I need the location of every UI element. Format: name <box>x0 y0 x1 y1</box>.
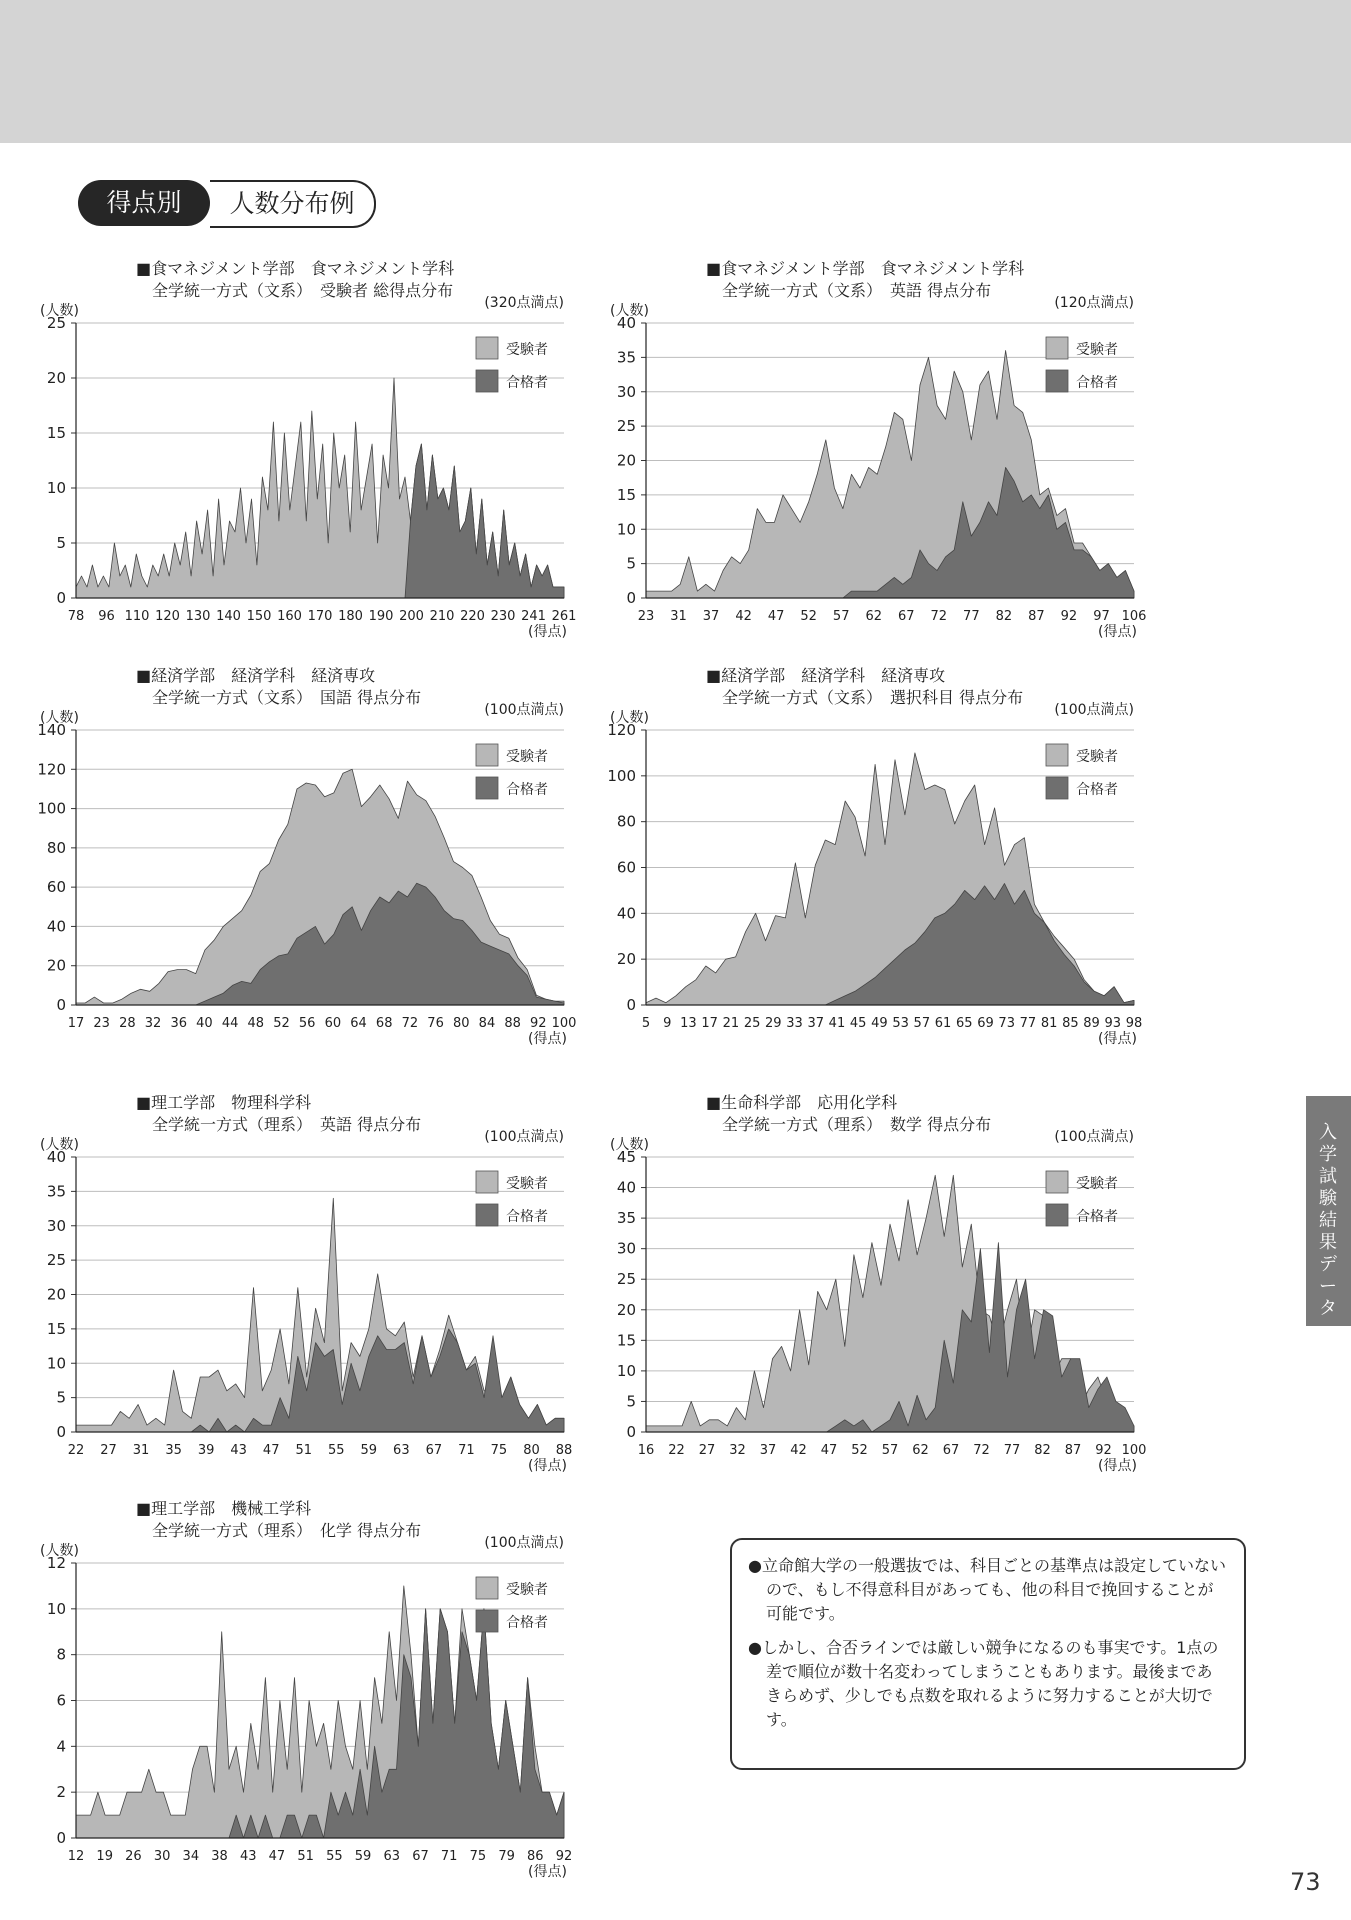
chart-title-line2: 全学統一方式（理系） 化学 得点分布 <box>152 1521 422 1540</box>
chart-svg <box>610 258 1210 668</box>
x-tick-label: 200 <box>399 609 424 624</box>
x-tick-label: 37 <box>759 1443 777 1458</box>
x-tick-label: 19 <box>96 1849 113 1864</box>
x-tick-label: 120 <box>155 609 180 624</box>
y-tick-label: 20 <box>616 950 636 969</box>
y-axis-label: (人数) <box>40 303 79 319</box>
x-tick-label: 41 <box>828 1016 846 1031</box>
chart-title-line2: 全学統一方式（文系） 受験者 総得点分布 <box>152 281 454 300</box>
y-tick-label: 100 <box>607 766 636 785</box>
x-tick-label: 72 <box>973 1443 990 1458</box>
y-tick-label: 45 <box>616 1148 636 1166</box>
full-marks-label: (120点満点) <box>1054 295 1134 311</box>
legend-label-applicants: 受験者 <box>506 749 548 765</box>
chart-title-line2: 全学統一方式（文系） 選択科目 得点分布 <box>722 688 1024 707</box>
top-header-band <box>0 0 1351 143</box>
x-tick-label: 67 <box>942 1443 960 1458</box>
x-tick-label: 57 <box>881 1443 899 1458</box>
x-tick-label: 140 <box>216 609 241 624</box>
side-tab-label: 入学試験結果データ <box>1319 1122 1338 1319</box>
x-tick-label: 16 <box>637 1443 655 1458</box>
x-tick-label: 39 <box>197 1443 215 1458</box>
y-tick-label: 20 <box>616 1300 636 1319</box>
x-tick-label: 84 <box>478 1016 496 1031</box>
y-tick-label: 40 <box>46 1148 66 1166</box>
legend-label-applicants: 受験者 <box>1076 1176 1118 1192</box>
chart-4 <box>510 665 1210 1075</box>
x-tick-label: 69 <box>977 1016 994 1031</box>
y-tick-label: 15 <box>46 1319 66 1338</box>
side-tab <box>1306 1096 1351 1326</box>
x-tick-label: 160 <box>277 609 302 624</box>
x-tick-label: 97 <box>1093 609 1110 624</box>
legend-swatch-passers <box>1046 1204 1068 1226</box>
x-tick-label: 100 <box>1121 1443 1147 1458</box>
x-tick-label: 210 <box>429 609 455 624</box>
legend-swatch-applicants <box>1046 744 1068 766</box>
x-tick-label: 31 <box>132 1443 150 1458</box>
y-tick-label: 40 <box>616 904 636 923</box>
x-tick-label: 75 <box>490 1443 508 1458</box>
x-tick-label: 57 <box>832 609 850 624</box>
x-tick-label: 63 <box>393 1443 410 1458</box>
y-tick-label: 10 <box>616 520 636 539</box>
x-tick-label: 82 <box>995 609 1013 624</box>
x-tick-label: 82 <box>1034 1443 1051 1458</box>
x-tick-label: 92 <box>1095 1443 1112 1458</box>
chart-2 <box>510 258 1210 668</box>
y-tick-label: 25 <box>46 1251 66 1270</box>
x-axis-label: (得点) <box>528 1458 567 1474</box>
y-tick-label: 80 <box>46 838 66 857</box>
legend-label-passers: 合格者 <box>506 782 548 798</box>
x-tick-label: 64 <box>350 1016 367 1031</box>
full-marks-label: (100点満点) <box>1054 1129 1134 1145</box>
y-axis-label: (人数) <box>610 1137 649 1153</box>
x-tick-label: 93 <box>1104 1016 1122 1031</box>
x-tick-label: 85 <box>1062 1016 1079 1031</box>
y-tick-label: 60 <box>46 878 66 897</box>
x-tick-label: 67 <box>897 609 915 624</box>
x-axis-label: (得点) <box>1098 1031 1137 1047</box>
x-tick-label: 150 <box>246 609 272 624</box>
x-tick-label: 52 <box>800 609 817 624</box>
x-tick-label: 34 <box>182 1849 200 1864</box>
x-tick-label: 92 <box>1060 609 1078 624</box>
legend-label-applicants: 受験者 <box>1076 342 1118 358</box>
y-tick-label: 8 <box>56 1645 66 1664</box>
x-tick-label: 55 <box>327 1443 345 1458</box>
x-tick-label: 63 <box>383 1849 401 1864</box>
y-tick-label: 4 <box>56 1737 66 1756</box>
x-tick-label: 40 <box>196 1016 213 1031</box>
full-marks-label: (100点満点) <box>484 1129 564 1145</box>
x-tick-label: 96 <box>98 609 115 624</box>
chart-title-line1: ■食マネジメント学部 食マネジメント学科 <box>706 259 1025 278</box>
x-tick-label: 13 <box>680 1016 697 1031</box>
y-tick-label: 5 <box>626 1392 636 1411</box>
x-tick-label: 59 <box>360 1443 378 1458</box>
note-item-2: ●しかし、合否ラインでは厳しい競争になるのも事実です。1点の差で順位が数十名変わってしまうこともあります。最後まであきらめず、少しでも点数を取れるように努力することが大切です。 <box>748 1638 1219 1729</box>
y-tick-label: 12 <box>46 1554 66 1572</box>
x-tick-label: 38 <box>211 1849 228 1864</box>
x-tick-label: 89 <box>1083 1016 1100 1031</box>
chart-title-line2: 全学統一方式（理系） 数学 得点分布 <box>722 1115 992 1134</box>
x-tick-label: 43 <box>239 1849 257 1864</box>
y-tick-label: 60 <box>616 858 636 877</box>
x-axis-label: (得点) <box>528 1864 567 1880</box>
x-tick-label: 21 <box>722 1016 740 1031</box>
x-axis-label: (得点) <box>528 624 567 640</box>
y-tick-label: 10 <box>616 1361 636 1380</box>
x-tick-label: 88 <box>504 1016 521 1031</box>
legend-swatch-applicants <box>1046 337 1068 359</box>
x-tick-label: 73 <box>998 1016 1015 1031</box>
x-tick-label: 72 <box>401 1016 419 1031</box>
x-tick-label: 47 <box>268 1849 286 1864</box>
x-tick-label: 23 <box>93 1016 110 1031</box>
legend-label-passers: 合格者 <box>1076 782 1118 798</box>
y-tick-label: 40 <box>46 917 66 936</box>
x-axis-label: (得点) <box>1098 624 1137 640</box>
x-tick-label: 71 <box>458 1443 475 1458</box>
chart-svg <box>40 1498 640 1908</box>
x-tick-label: 42 <box>735 609 752 624</box>
chart-title-line2: 全学統一方式（文系） 国語 得点分布 <box>152 688 422 707</box>
y-tick-label: 10 <box>46 1599 66 1618</box>
x-axis-label: (得点) <box>528 1031 567 1047</box>
legend-label-applicants: 受験者 <box>506 1582 548 1598</box>
x-tick-label: 78 <box>67 609 85 624</box>
x-tick-label: 32 <box>144 1016 162 1031</box>
chart-title-line1: ■理工学部 物理科学科 <box>136 1093 312 1112</box>
legend-label-passers: 合格者 <box>1076 1209 1118 1225</box>
x-tick-label: 29 <box>765 1016 782 1031</box>
x-tick-label: 81 <box>1040 1016 1058 1031</box>
y-tick-label: 10 <box>46 479 66 497</box>
y-tick-label: 10 <box>46 1354 66 1373</box>
x-tick-label: 80 <box>523 1443 540 1458</box>
y-tick-label: 15 <box>46 424 66 442</box>
y-tick-label: 20 <box>46 369 66 387</box>
y-tick-label: 40 <box>616 1178 636 1197</box>
x-tick-label: 72 <box>930 609 948 624</box>
legend-label-applicants: 受験者 <box>1076 749 1118 765</box>
x-tick-label: 67 <box>425 1443 443 1458</box>
y-tick-label: 5 <box>56 1388 66 1407</box>
y-tick-label: 0 <box>56 589 66 607</box>
full-marks-label: (100点満点) <box>1054 702 1134 718</box>
legend-label-passers: 合格者 <box>1076 375 1118 391</box>
x-tick-label: 71 <box>440 1849 458 1864</box>
x-tick-label: 76 <box>427 1016 444 1031</box>
x-tick-label: 27 <box>698 1443 716 1458</box>
y-tick-label: 35 <box>616 1209 636 1228</box>
y-axis-label: (人数) <box>40 710 79 726</box>
y-tick-label: 80 <box>616 812 636 831</box>
y-tick-label: 5 <box>626 554 636 573</box>
x-tick-label: 261 <box>551 609 577 624</box>
y-tick-label: 2 <box>56 1783 66 1802</box>
x-tick-label: 92 <box>555 1849 573 1864</box>
legend-label-passers: 合格者 <box>506 1209 548 1225</box>
x-tick-label: 53 <box>892 1016 909 1031</box>
full-marks-label: (100点満点) <box>484 702 564 718</box>
chart-title-line2: 全学統一方式（文系） 英語 得点分布 <box>722 281 992 300</box>
x-tick-label: 57 <box>913 1016 931 1031</box>
chart-7 <box>0 1498 640 1908</box>
chart-6 <box>510 1092 1210 1502</box>
x-tick-label: 92 <box>530 1016 547 1031</box>
x-tick-label: 42 <box>790 1443 807 1458</box>
x-tick-label: 31 <box>670 609 687 624</box>
x-tick-label: 130 <box>185 609 211 624</box>
y-axis-label: (人数) <box>40 1137 79 1153</box>
x-tick-label: 52 <box>851 1443 868 1458</box>
x-tick-label: 27 <box>100 1443 117 1458</box>
legend-label-passers: 合格者 <box>506 1615 548 1631</box>
x-tick-label: 88 <box>555 1443 573 1458</box>
x-tick-label: 51 <box>297 1849 314 1864</box>
x-tick-label: 26 <box>125 1849 142 1864</box>
chart-title-line1: ■生命科学部 応用化学科 <box>706 1093 898 1112</box>
y-tick-label: 140 <box>37 721 66 739</box>
x-tick-label: 67 <box>412 1849 429 1864</box>
x-tick-label: 55 <box>326 1849 343 1864</box>
info-note-box <box>730 1538 1246 1770</box>
y-axis-label: (人数) <box>40 1543 79 1559</box>
y-tick-label: 25 <box>616 417 636 436</box>
x-tick-label: 87 <box>1064 1443 1082 1458</box>
x-tick-label: 75 <box>469 1849 487 1864</box>
x-tick-label: 35 <box>165 1443 182 1458</box>
chart-svg <box>610 1092 1210 1502</box>
x-tick-label: 68 <box>375 1016 393 1031</box>
x-tick-label: 98 <box>1125 1016 1143 1031</box>
chart-title-line1: ■経済学部 経済学科 経済専攻 <box>136 666 376 685</box>
full-marks-label: (100点満点) <box>484 1535 564 1551</box>
x-tick-label: 106 <box>1121 609 1147 624</box>
legend-swatch-passers <box>1046 370 1068 392</box>
x-tick-label: 5 <box>641 1016 651 1031</box>
legend-swatch-passers <box>476 370 498 392</box>
y-tick-label: 20 <box>46 956 66 975</box>
chart-title-line1: ■経済学部 経済学科 経済専攻 <box>706 666 946 685</box>
section-title-left: 得点別 <box>78 180 210 226</box>
x-tick-label: 87 <box>1028 609 1045 624</box>
x-tick-label: 28 <box>119 1016 136 1031</box>
x-tick-label: 100 <box>551 1016 577 1031</box>
legend-swatch-applicants <box>1046 1171 1068 1193</box>
x-tick-label: 190 <box>368 609 394 624</box>
y-tick-label: 100 <box>37 799 66 818</box>
full-marks-label: (320点満点) <box>484 295 564 311</box>
x-tick-label: 77 <box>1003 1443 1021 1458</box>
x-tick-label: 17 <box>67 1016 85 1031</box>
legend-label-applicants: 受験者 <box>506 1176 548 1192</box>
x-tick-label: 32 <box>729 1443 746 1458</box>
x-tick-label: 62 <box>912 1443 929 1458</box>
x-tick-label: 43 <box>230 1443 247 1458</box>
x-tick-label: 79 <box>498 1849 515 1864</box>
y-tick-label: 0 <box>56 1423 66 1441</box>
x-tick-label: 49 <box>871 1016 888 1031</box>
chart-svg <box>607 665 1210 1075</box>
x-tick-label: 77 <box>963 609 980 624</box>
y-tick-label: 30 <box>616 1239 636 1258</box>
y-tick-label: 0 <box>56 1829 66 1847</box>
y-tick-label: 0 <box>56 996 66 1014</box>
chart-title-line1: ■理工学部 機械工学科 <box>136 1499 312 1518</box>
legend-swatch-applicants <box>476 1171 498 1193</box>
legend-label-passers: 合格者 <box>506 375 548 391</box>
x-axis-label: (得点) <box>1098 1458 1137 1474</box>
y-tick-label: 30 <box>46 1216 66 1235</box>
x-tick-label: 241 <box>521 609 546 624</box>
x-tick-label: 44 <box>221 1016 239 1031</box>
x-tick-label: 65 <box>955 1016 973 1031</box>
y-tick-label: 30 <box>616 382 636 401</box>
x-tick-label: 36 <box>170 1016 188 1031</box>
x-tick-label: 62 <box>865 609 883 624</box>
legend-swatch-passers <box>476 1610 498 1632</box>
legend-swatch-applicants <box>476 1577 498 1599</box>
x-tick-label: 47 <box>262 1443 280 1458</box>
x-tick-label: 48 <box>247 1016 265 1031</box>
y-tick-label: 5 <box>56 534 66 552</box>
y-tick-label: 20 <box>616 451 636 470</box>
x-tick-label: 60 <box>324 1016 342 1031</box>
legend-label-applicants: 受験者 <box>506 342 548 358</box>
y-tick-label: 6 <box>56 1691 66 1710</box>
x-tick-label: 37 <box>702 609 720 624</box>
x-tick-label: 37 <box>807 1016 825 1031</box>
y-axis-label: (人数) <box>610 303 649 319</box>
x-tick-label: 61 <box>934 1016 952 1031</box>
x-tick-label: 56 <box>298 1016 316 1031</box>
x-tick-label: 30 <box>153 1849 171 1864</box>
y-tick-label: 25 <box>46 314 66 332</box>
y-tick-label: 0 <box>626 589 636 607</box>
legend-swatch-passers <box>1046 777 1068 799</box>
note-item-1: ●立命館大学の一般選抜では、科目ごとの基準点は設定していないので、もし不得意科目があっても、他の科目で挽回することが可能です。 <box>748 1556 1226 1623</box>
x-tick-label: 9 <box>663 1016 672 1031</box>
x-tick-label: 80 <box>452 1016 470 1031</box>
y-axis-label: (人数) <box>610 710 649 726</box>
legend-swatch-applicants <box>476 744 498 766</box>
y-tick-label: 35 <box>46 1182 66 1201</box>
x-tick-label: 47 <box>767 609 785 624</box>
x-tick-label: 23 <box>637 609 655 624</box>
x-tick-label: 45 <box>849 1016 867 1031</box>
x-tick-label: 180 <box>338 609 363 624</box>
x-tick-label: 17 <box>701 1016 718 1031</box>
x-tick-label: 170 <box>307 609 333 624</box>
y-tick-label: 0 <box>626 996 636 1014</box>
page-number: 73 <box>1290 1868 1321 1896</box>
y-tick-label: 0 <box>626 1423 636 1441</box>
y-tick-label: 25 <box>616 1270 636 1289</box>
legend-swatch-passers <box>476 1204 498 1226</box>
y-tick-label: 120 <box>607 721 636 739</box>
y-tick-label: 20 <box>46 1285 66 1304</box>
x-tick-label: 86 <box>527 1849 544 1864</box>
chart-title-line2: 全学統一方式（理系） 英語 得点分布 <box>152 1115 422 1134</box>
legend-swatch-applicants <box>476 337 498 359</box>
x-tick-label: 77 <box>1019 1016 1037 1031</box>
chart-title-line1: ■食マネジメント学部 食マネジメント学科 <box>136 259 455 278</box>
x-tick-label: 110 <box>124 609 150 624</box>
y-tick-label: 15 <box>616 1331 636 1350</box>
x-tick-label: 51 <box>295 1443 313 1458</box>
x-tick-label: 220 <box>460 609 485 624</box>
y-tick-label: 40 <box>616 314 636 332</box>
x-tick-label: 12 <box>67 1849 85 1864</box>
x-tick-label: 47 <box>820 1443 838 1458</box>
section-title-right: 人数分布例 <box>210 180 376 228</box>
x-tick-label: 25 <box>743 1016 761 1031</box>
y-tick-label: 15 <box>616 485 636 504</box>
x-tick-label: 22 <box>668 1443 685 1458</box>
y-tick-label: 35 <box>616 348 636 367</box>
legend-swatch-passers <box>476 777 498 799</box>
y-tick-label: 120 <box>37 760 66 779</box>
x-tick-label: 22 <box>67 1443 85 1458</box>
x-tick-label: 52 <box>273 1016 290 1031</box>
x-tick-label: 59 <box>354 1849 372 1864</box>
x-tick-label: 230 <box>490 609 516 624</box>
x-tick-label: 33 <box>786 1016 803 1031</box>
